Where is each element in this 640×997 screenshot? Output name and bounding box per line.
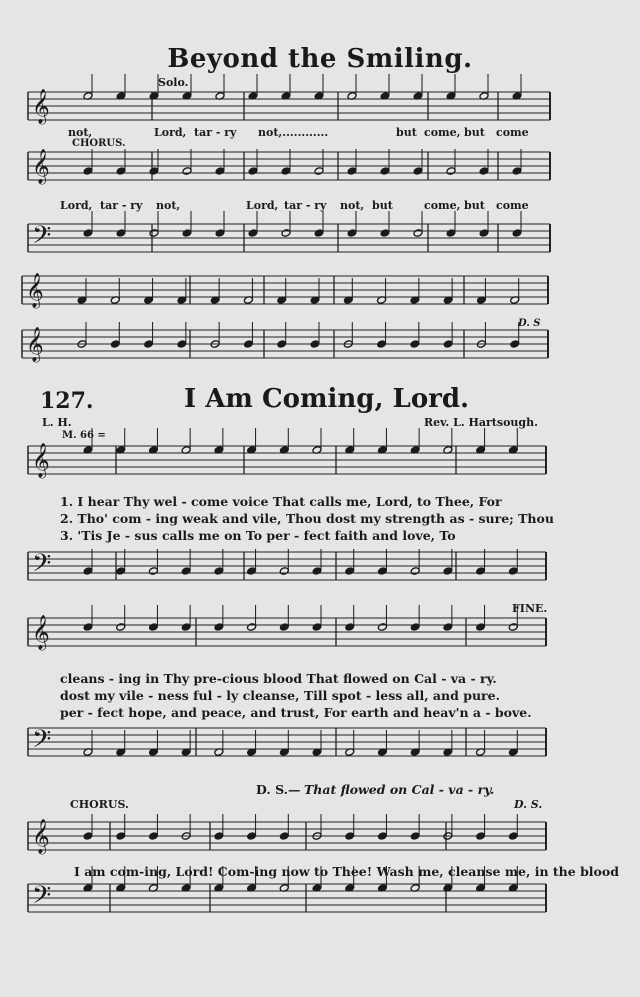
note-head [182,167,192,176]
chorus-lyric-8: come, [424,199,461,212]
metronome-mark: M. 66 = [62,430,106,441]
note-head [347,167,357,176]
clef-glyph: 𝄢 [32,725,52,760]
note-head [116,167,126,176]
verse-1-line-1: 1. I hear Thy wel - come voice That calls me, Lord, to Thee, For [60,494,502,509]
note-head [148,832,158,841]
note-head [446,229,456,238]
note-head [345,832,355,841]
note-head [279,832,289,841]
note-head [83,567,93,576]
note-head [479,229,489,238]
chorus-label-a: CHORUS. [72,138,126,149]
note-head [377,340,387,349]
solo-lyric-7: but [464,126,485,139]
clef-glyph: 𝄞 [32,149,50,184]
note-head [182,229,192,238]
note-head [214,623,224,632]
note-head [214,832,224,841]
clef-glyph: 𝄢 [32,549,52,584]
note-head [149,167,159,176]
note-head [443,340,453,349]
note-head [215,229,225,238]
note-head [413,229,423,238]
note-head [443,567,453,576]
clef-glyph: 𝄞 [26,273,44,308]
note-head [476,623,486,632]
note-head [410,340,420,349]
clef-glyph: 𝄞 [32,615,50,650]
note-head [281,167,291,176]
chorus-lyric-9: but [464,199,485,212]
solo-lyric-6: come, [424,126,461,139]
note-head [110,340,120,349]
note-head [377,832,387,841]
solo-lyric-3: tar - ry [194,126,237,139]
verse-3-line-2: per - fect hope, and peace, and trust, For earth and heav'n a - bove. [60,705,532,720]
note-head [446,167,456,176]
verse-2-line-2: dost my vile - ness ful - ly cleanse, Till spot - less all, and pure. [60,688,500,703]
note-head [83,229,93,238]
note-head [247,832,257,841]
chorus-lyric-3: not, [156,199,181,212]
note-head [314,167,324,176]
chorus-lyric-6: not, [340,199,365,212]
chorus-lyric-10: come [496,199,529,212]
chorus-lyric-4: Lord, [246,199,279,212]
chorus-ds-mark: D. S. [514,798,543,811]
chorus-lyric-2: tar - ry [100,199,143,212]
note-head [214,567,224,576]
note-head [116,832,126,841]
note-head [181,567,191,576]
ds-lyric: That flowed on Cal - va - ry. [304,782,495,797]
hymn-title-coming: I Am Coming, Lord. [184,384,470,414]
note-head [83,623,93,632]
verse-1-line-2: cleans - ing in Thy pre-cious blood That flowed on Cal - va - ry. [60,671,497,686]
ds-mark-a: D. S [518,318,541,329]
note-head [277,340,287,349]
note-head [512,229,522,238]
note-head [410,567,420,576]
note-head [312,567,322,576]
solo-lyric-2: Lord, [154,126,187,139]
note-head [413,167,423,176]
note-head [243,340,253,349]
note-head [149,229,159,238]
solo-label: Solo. [158,76,189,89]
note-head [314,229,324,238]
note-head [380,167,390,176]
chorus-lyric-5: tar - ry [284,199,327,212]
solo-lyric-4: not,............ [258,126,329,139]
chorus-label-b: CHORUS. [70,798,129,811]
note-head [345,567,355,576]
clef-glyph: 𝄞 [32,819,50,854]
note-head [181,623,191,632]
solo-lyric-1: not, [68,126,93,139]
note-head [443,623,453,632]
clef-glyph: 𝄞 [32,443,50,478]
note-head [215,167,225,176]
ds-text: D. S.— [256,782,301,797]
note-head [508,832,518,841]
hymn-number: 127. [40,388,94,414]
verse-3-line-1: 3. 'Tis Je - sus calls me on To per - fect faith and love, To [60,528,456,543]
note-head [377,567,387,576]
note-head [510,340,520,349]
note-head [476,567,486,576]
note-head [281,229,291,238]
solo-lyric-5: but [396,126,417,139]
note-head [476,832,486,841]
note-head [508,567,518,576]
note-head [83,832,93,841]
note-head [512,167,522,176]
note-head [247,623,257,632]
note-head [310,340,320,349]
note-head [410,832,420,841]
note-head [144,340,154,349]
note-head [508,623,518,632]
note-head [312,623,322,632]
clef-glyph: 𝄢 [32,221,52,256]
note-head [347,229,357,238]
note-head [148,623,158,632]
fine-mark: FINE. [512,602,548,615]
note-head [479,167,489,176]
solo-lyric-8: come [496,126,529,139]
chorus-lyric-1: Lord, [60,199,93,212]
composer-initials: L. H. [42,416,72,429]
note-head [116,623,126,632]
note-head [247,567,257,576]
clef-glyph: 𝄞 [26,327,44,362]
note-head [279,623,289,632]
verse-2-line-1: 2. Tho' com - ing weak and vile, Thou dost my strength as - sure; Thou [60,511,554,526]
chorus-lyric-b: I am com-ing, Lord! Com-ing now to Thee! Wash me, cleanse me, in the blood [74,864,619,879]
note-head [380,229,390,238]
note-head [248,167,258,176]
note-head [177,340,187,349]
clef-glyph: 𝄞 [32,89,50,124]
note-head [377,623,387,632]
note-head [248,229,258,238]
hymn-title-beyond: Beyond the Smiling. [167,44,473,74]
clef-glyph: 𝄢 [32,881,52,916]
note-head [279,567,289,576]
note-head [410,623,420,632]
note-head [116,567,126,576]
chorus-lyric-7: but [372,199,393,212]
note-head [345,623,355,632]
note-head [148,567,158,576]
note-head [116,229,126,238]
author-credit: Rev. L. Hartsough. [424,416,538,429]
note-head [83,167,93,176]
